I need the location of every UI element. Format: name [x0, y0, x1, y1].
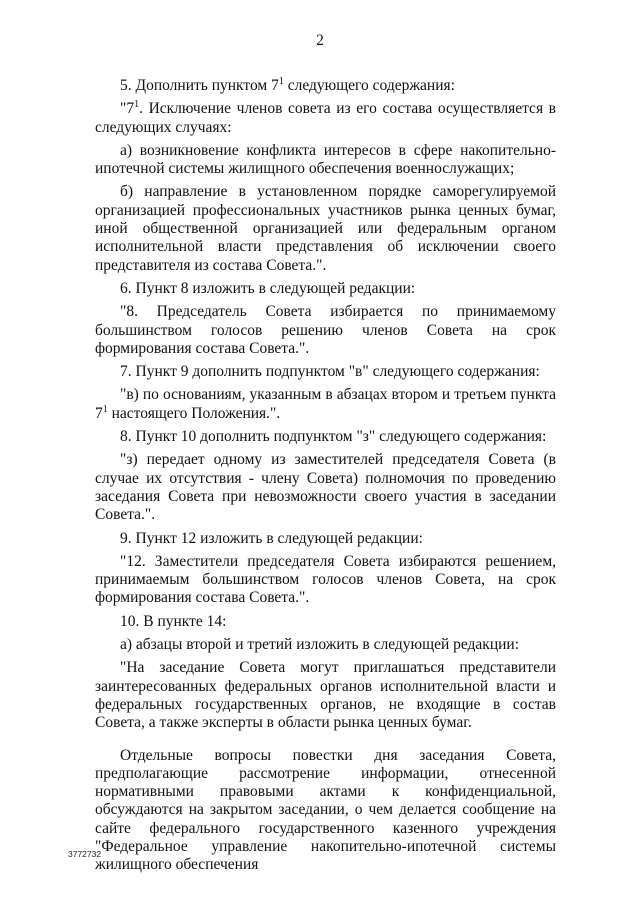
paragraph-item-8: 8. Пункт 10 дополнить подпунктом "з" следующего содержания:: [120, 428, 547, 446]
paragraph-subitem-a-14: а) абзацы второй и третий изложить в следующей редакции:: [120, 636, 520, 654]
paragraph-item-5: 5. Дополнить пунктом $7^1$ следующего содержания:: [120, 75, 455, 94]
paragraph-subitem-z: "з) передает одному из заместителей председателя Совета (в случае их отсутствия - члену Совета) полномочия по проведению заседания Совета при невозможности своего участия в заседании Совета.".: [95, 451, 556, 524]
paragraph-quote-invitees: "На заседание Совета могут приглашаться представители заинтересованных федеральных органов исполнительной власти и федеральных государственных органов, не входящие в состав Совета, а также эксперты в области рынка ценных бумаг.: [95, 659, 556, 732]
paragraph-item-7-1-text: "$7^1$. Исключение членов совета из его состава осуществляется в следующих случаях:: [95, 99, 556, 136]
page-number: 2: [316, 32, 324, 49]
paragraph-item-9: 9. Пункт 12 изложить в следующей редакции:: [120, 529, 423, 547]
paragraph-subitem-v: "в) по основаниям, указанным в абзацах втором и третьем пункта $7^1$ настоящего Положения.".: [95, 386, 556, 422]
paragraph-item-8-text: "8. Председатель Совета избирается по принимаемому большинством голосов решению членов Совета на срок формирования состава Совета.".: [95, 303, 556, 357]
paragraph-item-10: 10. В пункте 14:: [120, 612, 227, 630]
paragraph-item-6: 6. Пункт 8 изложить в следующей редакции:: [120, 279, 416, 297]
paragraph-subitem-a: а) возникновение конфликта интересов в сфере накопительно-ипотечной системы жилищного обеспечения военнослужащих;: [95, 141, 556, 178]
paragraph-item-7: 7. Пункт 9 дополнить подпунктом "в" следующего содержания:: [120, 363, 540, 381]
paragraph-subitem-b: б) направление в установленном порядке саморегулируемой организацией профессиональных участников рынка ценных бумаг, иной общественной организацией или федеральным органом исполнительной власти представления об исключении своего представителя из состава Совета.".: [95, 183, 556, 274]
document-body: [95, 72, 556, 875]
document-code: 3772732: [68, 849, 102, 859]
paragraph-item-12-text: "12. Заместители председателя Совета избираются решением, принимаемым большинством голосов членов Совета, на срок формирования состава Совета.".: [95, 552, 556, 607]
paragraph-quote-closed-session: Отдельные вопросы повестки дня заседания Совета, предполагающие рассмотрение информации, отнесенной нормативными правовыми актами к конфиденциальной, обсуждаются на закрытом заседании, о чем делается сообщение на сайте федерального государственного казенного учреждения "Федеральное управление накопительно-ипотечной системы жилищного обеспечения: [95, 746, 556, 874]
